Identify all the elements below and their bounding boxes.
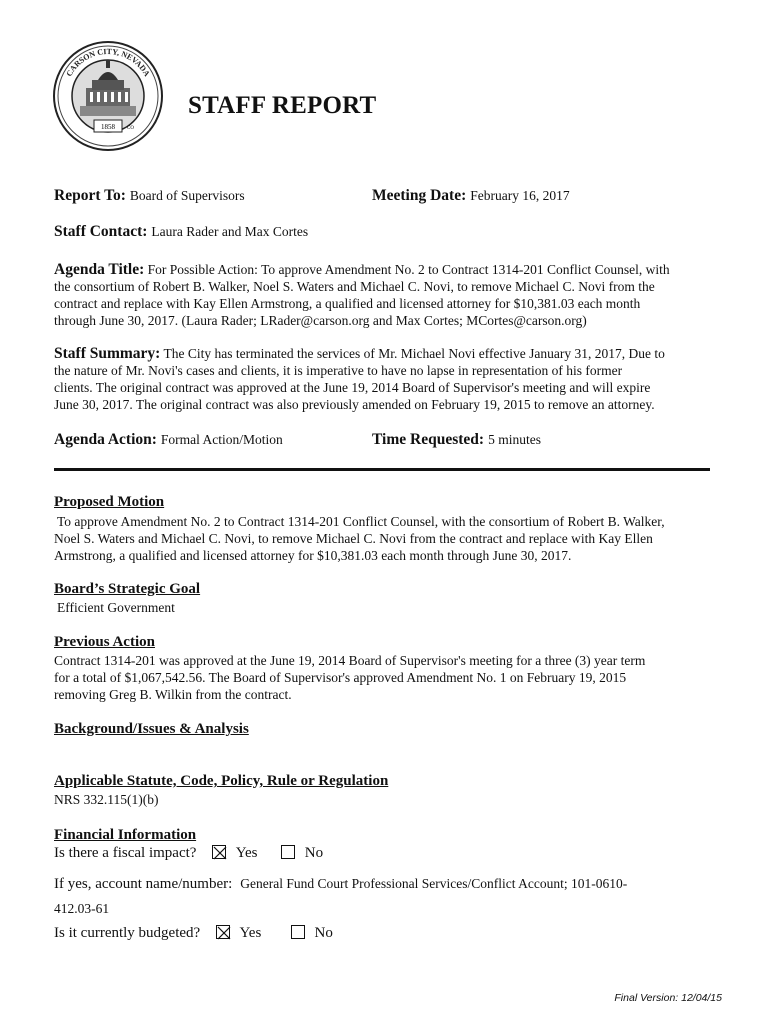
seal-arc-text: CARSON CITY, NEVADA xyxy=(64,46,152,78)
staff-summary-line-1: The City has terminated the services of Mr. Michael Novi effective January 31, 2017, Due to xyxy=(163,346,665,361)
agenda-action-label: Agenda Action: xyxy=(54,431,157,448)
financial-heading: Financial Information xyxy=(54,827,197,843)
agenda-action-value: Formal Action/Motion xyxy=(160,432,283,447)
agenda-title-line-1: For Possible Action: To approve Amendment No. 2 to Contract 1314-201 Conflict Counsel, with xyxy=(147,262,670,277)
account-value-line-1: General Fund Court Professional Services/Conflict Account; 101-0610- xyxy=(240,876,628,891)
statute-heading: Applicable Statute, Code, Policy, Rule or Regulation xyxy=(54,773,389,789)
budgeted-row xyxy=(54,925,333,942)
agenda-title-line-4: through June 30, 2017. (Laura Rader; LRader@carson.org and Max Cortes; MCortes@carson.org) xyxy=(54,313,587,328)
budgeted-no-label: No xyxy=(314,925,333,941)
account-row xyxy=(54,875,627,893)
seal-co: CO xyxy=(127,126,134,131)
staff-summary-section xyxy=(54,345,724,413)
background-heading: Background/Issues & Analysis xyxy=(54,721,249,737)
carson-city-seal xyxy=(52,40,164,152)
proposed-motion-line-1: To approve Amendment No. 2 to Contract 1314-201 Conflict Counsel, with the consortium of Robert B. Walker, xyxy=(57,514,665,529)
budgeted-yes-label: Yes xyxy=(239,925,262,941)
fiscal-impact-row xyxy=(54,845,323,862)
time-requested xyxy=(372,431,541,449)
agenda-title-line-3: contract and replace with Kay Ellen Armstrong, a qualified and licensed attorney for $10,381.03 each month xyxy=(54,296,641,311)
proposed-motion-line-2: Noel S. Waters and Michael C. Novi, to remove Michael C. Novi from the contract and replace with Kay Ellen xyxy=(54,531,653,546)
section-divider xyxy=(54,468,710,471)
staff-contact-value: Laura Rader and Max Cortes xyxy=(151,224,309,239)
budgeted-question: Is it currently budgeted? xyxy=(54,925,201,941)
report-to-value: Board of Supervisors xyxy=(129,188,245,203)
proposed-motion-body xyxy=(54,513,724,564)
proposed-motion-line-3: Armstrong, a qualified and licensed attorney for $10,381.03 each month through June 30, 2017. xyxy=(54,548,572,563)
staff-summary-line-4: June 30, 2017. The original contract was also previously amended on February 19, 2015 to remove an attorney. xyxy=(54,397,655,412)
previous-action-line-3: removing Greg B. Wilkin from the contract. xyxy=(54,687,292,702)
previous-action-body xyxy=(54,652,724,703)
fiscal-yes-checkbox[interactable] xyxy=(212,845,226,859)
previous-action-line-2: for a total of $1,067,542.56. The Board of Supervisor's approved Amendment No. 1 on February 19, 2015 xyxy=(54,670,627,685)
staff-summary-label: Staff Summary: xyxy=(54,345,161,362)
fiscal-yes-label: Yes xyxy=(235,845,258,861)
seal-year: 1858 xyxy=(101,123,115,131)
agenda-title-label: Agenda Title: xyxy=(54,261,145,278)
budgeted-yes-checkbox[interactable] xyxy=(216,925,230,939)
meeting-date-value: February 16, 2017 xyxy=(470,188,570,203)
report-to-label: Report To: xyxy=(54,187,126,204)
meeting-date-label: Meeting Date: xyxy=(372,187,467,204)
agenda-action xyxy=(54,431,283,449)
budgeted-no-checkbox[interactable] xyxy=(291,925,305,939)
agenda-title-line-2: the consortium of Robert B. Walker, Noel S. Waters and Michael C. Novi, to remove Michael C. Novi from the xyxy=(54,279,655,294)
strategic-goal-value: Efficient Government xyxy=(57,600,175,615)
time-requested-value: 5 minutes xyxy=(488,432,541,447)
account-value-line-2: 412.03-61 xyxy=(54,901,110,916)
time-requested-label: Time Requested: xyxy=(372,431,485,448)
proposed-motion-heading: Proposed Motion xyxy=(54,494,165,510)
final-version-footer: Final Version: 12/04/15 xyxy=(614,992,722,1004)
report-to xyxy=(54,187,245,205)
fiscal-impact-question: Is there a fiscal impact? xyxy=(54,845,197,861)
statute-value: NRS 332.115(1)(b) xyxy=(54,792,159,807)
staff-summary-line-2: the nature of Mr. Novi's cases and clients, it is imperative to have no lapse in representation of his former xyxy=(54,363,623,378)
account-label: If yes, account name/number: xyxy=(54,876,233,892)
fiscal-no-label: No xyxy=(304,845,324,861)
strategic-goal-heading: Board’s Strategic Goal xyxy=(54,581,201,597)
agenda-title-section xyxy=(54,261,724,329)
previous-action-line-1: Contract 1314-201 was approved at the June 19, 2014 Board of Supervisor's meeting for a three (3) year term xyxy=(54,653,646,668)
staff-summary-line-3: clients. The original contract was approved at the June 19, 2014 Board of Supervisor's meeting and will expire xyxy=(54,380,651,395)
previous-action-heading: Previous Action xyxy=(54,634,155,650)
staff-contact xyxy=(54,223,308,241)
staff-contact-label: Staff Contact: xyxy=(54,223,148,240)
fiscal-no-checkbox[interactable] xyxy=(281,845,295,859)
meeting-date xyxy=(372,187,570,205)
page-title: STAFF REPORT xyxy=(188,92,377,119)
